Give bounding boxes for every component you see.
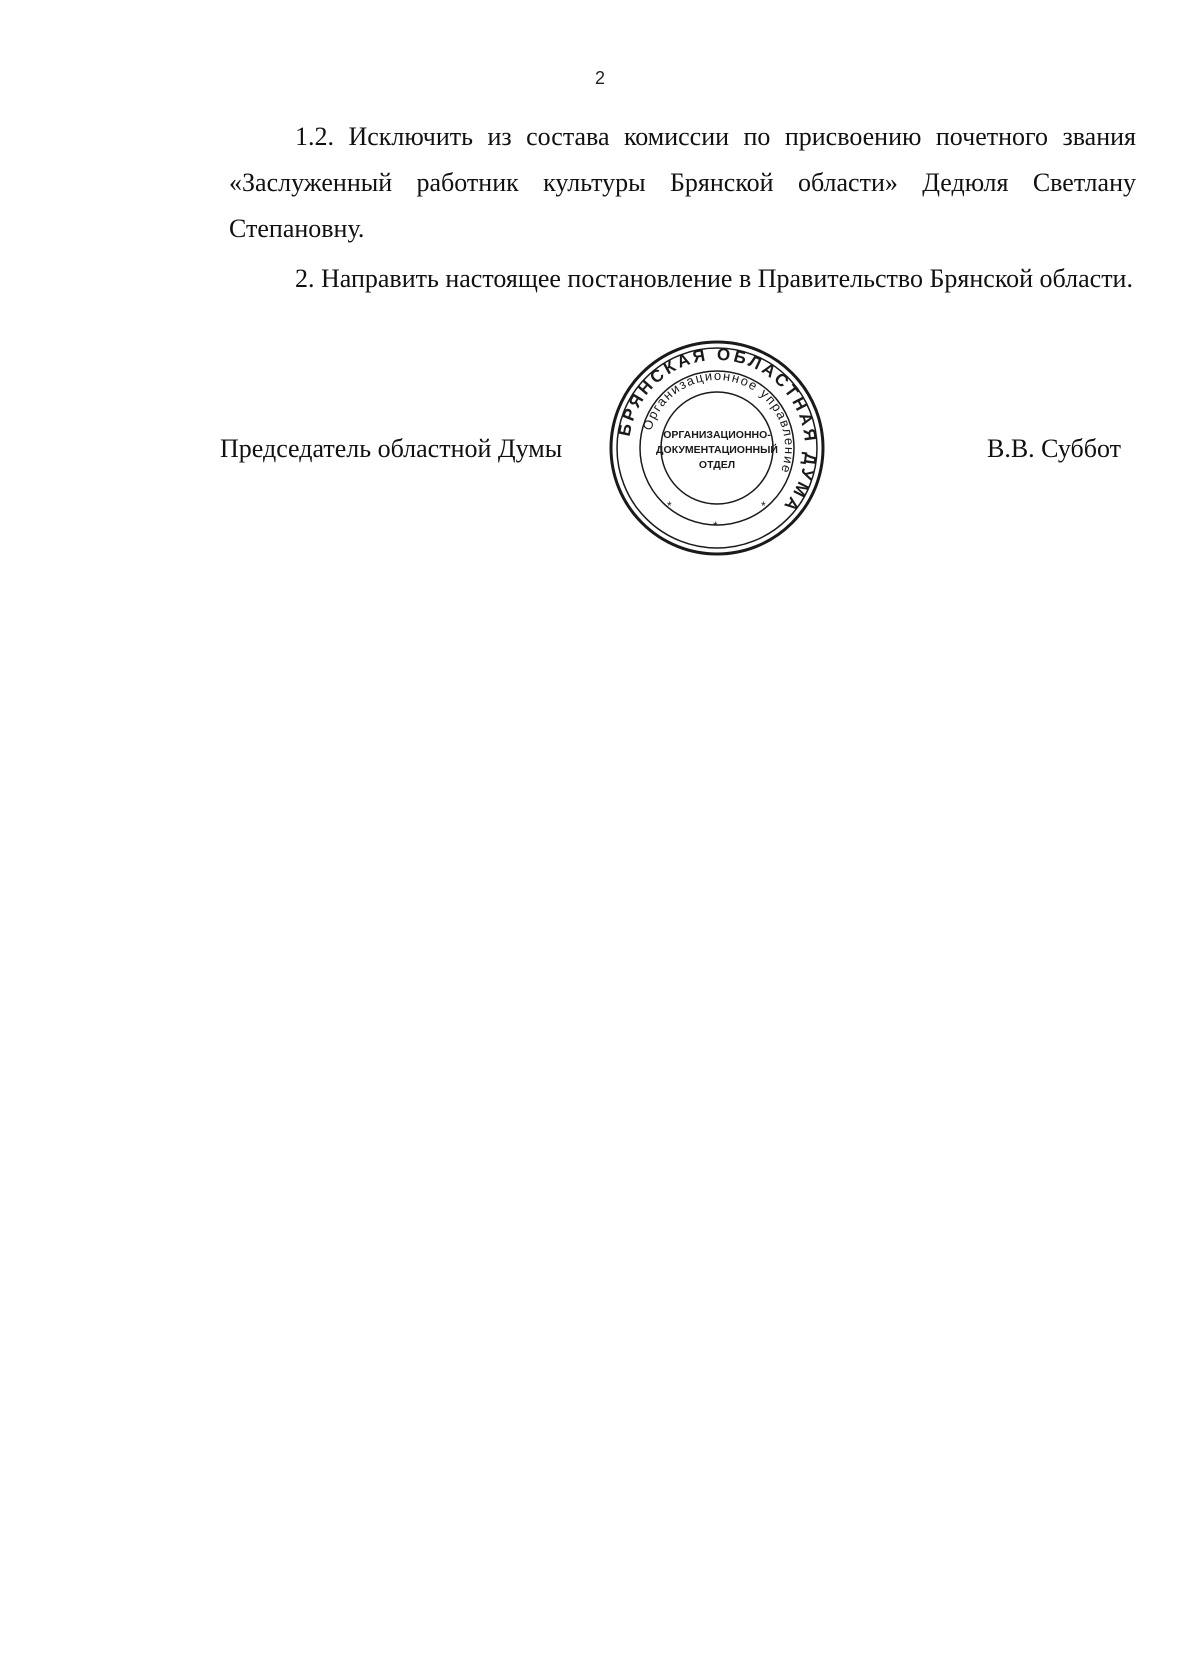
svg-text:Организационное управление: Организационное управление bbox=[639, 367, 798, 477]
seal-icon bbox=[607, 338, 827, 558]
svg-text:*: * bbox=[761, 499, 766, 513]
signatory-position: Председатель областной Думы bbox=[220, 434, 563, 463]
svg-text:ОРГАНИЗАЦИОННО-: ОРГАНИЗАЦИОННО- bbox=[663, 429, 771, 441]
page-number: 2 bbox=[594, 68, 605, 88]
svg-text:*: * bbox=[667, 499, 672, 513]
svg-text:ОТДЕЛ: ОТДЕЛ bbox=[698, 459, 736, 471]
svg-text:ДОКУМЕНТАЦИОННЫЙ: ДОКУМЕНТАЦИОННЫЙ bbox=[656, 444, 778, 456]
paragraph-1-2: 1.2. Исключить из состава комиссии по присвоению почетного звания «Заслуженный работник культуры Брянской области» Дедюля Светлану Степановну. bbox=[229, 122, 1136, 243]
svg-text:БРЯНСКАЯ ОБЛАСТНАЯ ДУМА: БРЯНСКАЯ ОБЛАСТНАЯ ДУМА bbox=[614, 344, 821, 518]
svg-text:*: * bbox=[713, 519, 718, 533]
official-seal-stamp bbox=[607, 338, 827, 558]
signatory-name: В.В. Суббот bbox=[986, 434, 1121, 463]
signature-block bbox=[0, 425, 1200, 465]
paragraph-2: 2. Направить настоящее постановление в Правительство Брянской области. bbox=[295, 264, 1133, 293]
